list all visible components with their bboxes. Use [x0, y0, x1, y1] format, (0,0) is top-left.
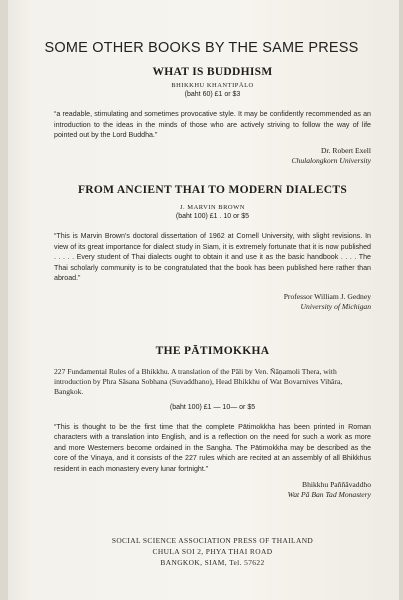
review-quote: “a readable, stimulating and sometimes provocative style. It may be confidently recommended as an introduction to the ideas in the minds of those who are actively striving to follow the way of life pointed out by the Lord Buddha.” — [54, 110, 371, 140]
reviewer-affiliation: Chulalongkorn University — [291, 155, 371, 165]
book-author: J. MARVIN BROWN — [180, 204, 245, 211]
publisher-address — [54, 535, 371, 568]
review-citation — [54, 292, 371, 312]
book-description: 227 Fundamental Rules of a Bhikkhu. A translation of the Pāli by Ven. Ñāṇamoli Thera, with introduction by Phra Sāsana Sobhana (Suvaddhano), Head Bhikkhu of Wat Bovarnives Vihāra, Bangkok. — [54, 367, 343, 397]
book-title: WHAT IS BUDDHISM — [152, 66, 273, 78]
review-quote: “This is Marvin Brown's doctoral dissertation of 1962 at Cornell University, with slight revisions. In view of its great importance for dialect study in Siam, it is extremely fortunate that it is now published . . . . . Every student of Thai dialects ought to obtain it and use it as the basic handbook . . . . The Thai scholarly community is to be congratulated that the book has been published here rather than abroad.” — [54, 232, 371, 283]
book-author: BHIKKHU KHANTIPĀLO — [171, 82, 254, 89]
review-quote: “This is thought to be the first time that the complete Pātimokkha has been printed in Roman characters with a translation into English, and is a reflection on the need for such a work as more and more Westerners become ordained in the Sangha. The Pātimokkha may be described as the core of the Vinaya, and it consists of the 227 rules which are recited at an assembly of all Bhikkhus resident in each monastery every lunar fortnight.” — [54, 422, 371, 473]
publisher-name: SOCIAL SCIENCE ASSOCIATION PRESS OF THAILAND — [111, 536, 314, 545]
book-entry-patimokkha — [54, 345, 371, 500]
page-heading: SOME OTHER BOOKS BY THE SAME PRESS — [44, 40, 359, 56]
reviewer-affiliation: University of Michigan — [300, 301, 371, 311]
book-entry-ancient-thai — [54, 184, 371, 312]
reviewer-name: Bhikkhu Paññāvaddho — [302, 479, 371, 489]
reviewer-name: Dr. Robert Exell — [321, 145, 371, 155]
book-title: FROM ANCIENT THAI TO MODERN DIALECTS — [77, 184, 348, 196]
book-price: (baht 100) £1 . 10 or $5 — [175, 213, 250, 220]
book-title: THE PĀTIMOKKHA — [155, 345, 270, 357]
book-price: (baht 100) £1 — 10— or $5 — [169, 403, 256, 411]
book-entry-what-is-buddhism — [54, 66, 371, 166]
page-edge — [399, 0, 403, 600]
publisher-city: BANGKOK, SIAM, Tel. 57622 — [160, 558, 265, 567]
spine-edge — [0, 0, 8, 600]
reviewer-name: Professor William J. Gedney — [283, 291, 371, 301]
reviewer-affiliation: Wat Pā Ban Tad Monastery — [287, 489, 371, 499]
review-citation — [54, 146, 371, 166]
publisher-street: CHULA SOI 2, PHYA THAI ROAD — [152, 547, 273, 556]
review-citation — [54, 480, 371, 500]
book-price: (baht 60) £1 or $3 — [184, 91, 241, 98]
